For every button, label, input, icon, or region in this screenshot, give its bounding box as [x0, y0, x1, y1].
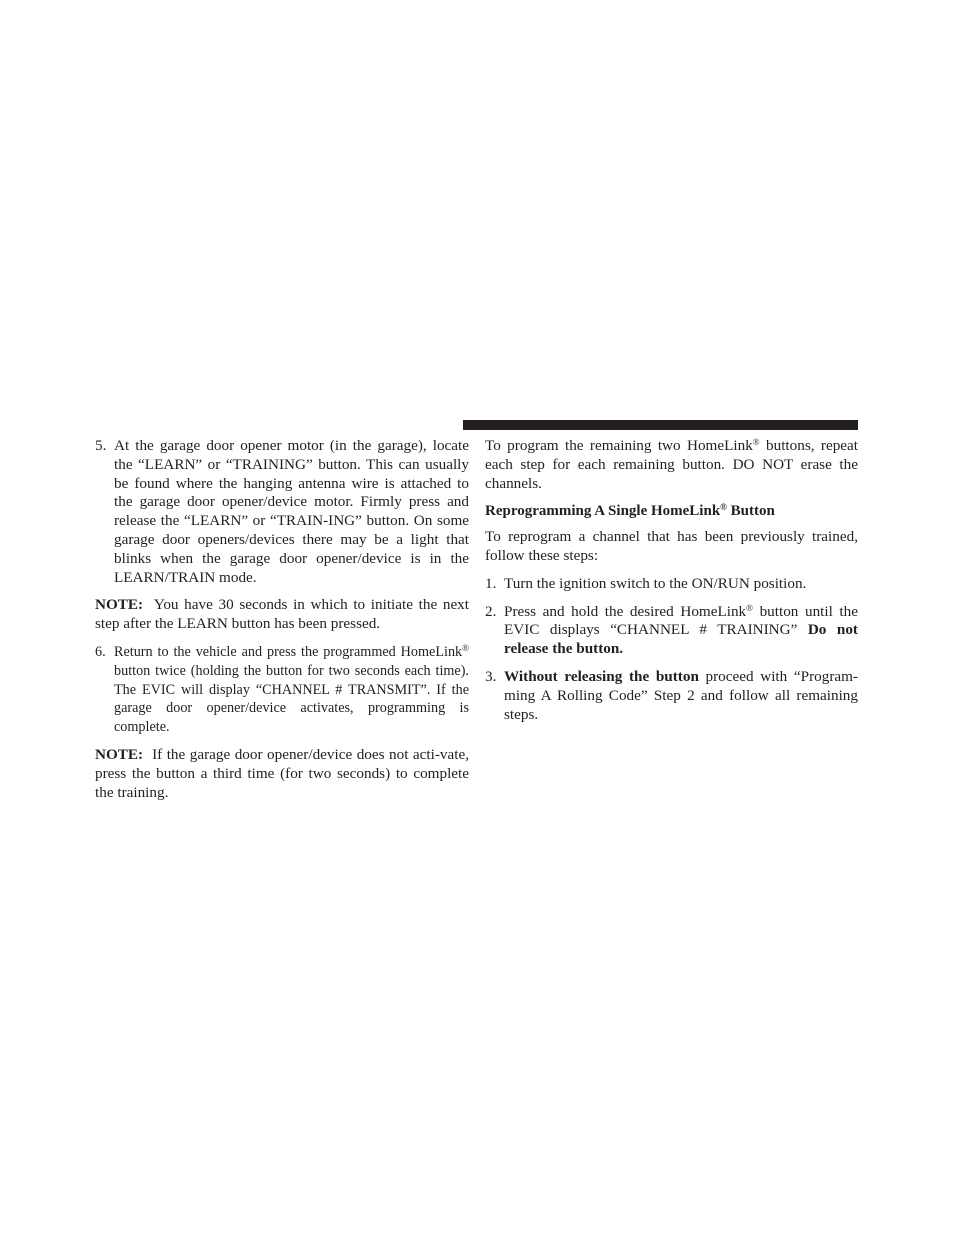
heading-text: Reprogramming A Single HomeLink	[485, 503, 721, 520]
note-text: You have 30 seconds in which to initiate the next step after the LEARN button has been pressed.	[95, 596, 469, 633]
section-heading	[485, 502, 858, 521]
registered-mark: ®	[752, 437, 760, 447]
step-number: 3.	[485, 667, 497, 685]
step-text-part: proceed with “Program-ming A Rolling Code” Step 2 and follow all remaining steps.	[504, 667, 858, 723]
note-label: NOTE:	[95, 596, 144, 614]
step-number: 2.	[485, 602, 497, 620]
step-text-part: Press and hold the desired HomeLink	[504, 602, 747, 620]
step-number: 6.	[95, 643, 106, 660]
step-emphasis: Without releasing the button	[504, 667, 699, 685]
step-1	[485, 575, 858, 594]
step-text	[114, 643, 469, 737]
registered-mark: ®	[720, 502, 727, 513]
step-2	[485, 603, 858, 659]
left-column	[95, 437, 469, 811]
note-1	[95, 596, 469, 634]
step-number: 1.	[485, 574, 497, 592]
intro-paragraph	[485, 437, 858, 493]
step-text	[504, 668, 858, 724]
step-text: Turn the ignition switch to the ON/RUN position.	[504, 574, 807, 592]
step-text	[504, 603, 858, 659]
registered-mark: ®	[746, 602, 753, 613]
step-text-part: Return to the vehicle and press the programmed HomeLink	[114, 643, 463, 660]
step-text-part: button until the EVIC displays “CHANNEL # TRAINING”	[504, 602, 858, 639]
step-number: 5.	[95, 437, 107, 454]
lead-paragraph: To reprogram a channel that has been previously trained, follow these steps:	[485, 528, 858, 564]
intro-text: buttons, repeat each step for each remaining button. DO NOT erase the channels.	[485, 437, 858, 492]
step-3	[485, 668, 858, 724]
step-text-part: button twice (holding the button for two seconds each time). The EVIC will display “CHANNEL # TRANSMIT”. If the garage door opener/device activates, programming is complete.	[114, 662, 469, 736]
registered-mark: ®	[462, 642, 469, 653]
heading-text: Button	[726, 503, 775, 520]
intro-text: To program the remaining two HomeLink	[485, 437, 753, 454]
step-text: At the garage door opener motor (in the garage), locate the “LEARN” or “TRAINING” button. This can usually be found where the hanging antenna wire is attached to the garage door opener/device motor. Firmly press and release the “LEARN” or “TRAIN-ING” button. On some garage door openers/devices there may be a light that blinks when the garage door opener/device is in the LEARN/TRAIN mode.	[114, 437, 469, 586]
note-2	[95, 746, 469, 802]
step-6	[95, 643, 469, 737]
step-emphasis: Do not release the button.	[504, 621, 858, 658]
right-column	[485, 437, 858, 733]
step-5	[95, 437, 469, 587]
note-label: NOTE:	[95, 745, 144, 763]
note-text: If the garage door opener/device does not acti-vate, press the button a third time (for two seconds) to complete the training.	[95, 745, 469, 801]
section-header-bar	[463, 420, 858, 430]
